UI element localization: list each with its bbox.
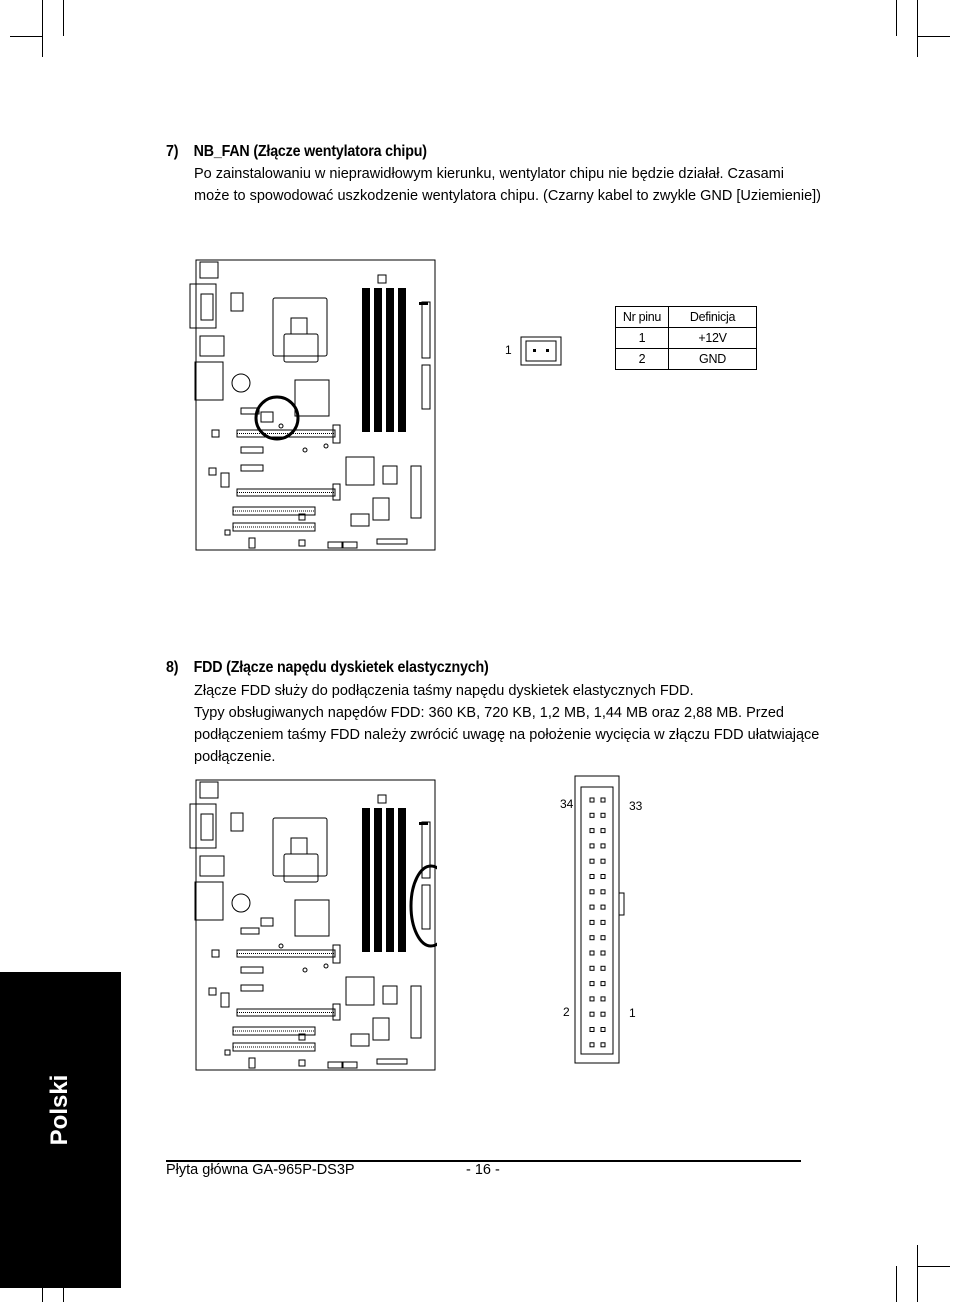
section-7-line: może to spowodować uszkodzenie wentylatora chipu. (Czarny kabel to zwykle GND [Uziemienie]) [194, 188, 821, 204]
table-row [616, 328, 757, 349]
fdd-pin [590, 1012, 594, 1016]
table-cell: +12V [669, 328, 757, 349]
section-7-heading [166, 143, 427, 161]
fdd-pin [601, 813, 605, 817]
section-7-line: Po zainstalowaniu w nieprawidłowym kierunku, wentylator chipu nie będzie działał. Czasami [194, 166, 784, 182]
fdd-pin [590, 890, 594, 894]
section-8-line: podłączeniem taśmy FDD należy zwrócić uwagę na położenie wycięcia w złączu FDD ułatwiające [194, 727, 820, 743]
fdd-pin [601, 982, 605, 986]
table-header-row [616, 307, 757, 328]
section-8-number: 8) [166, 659, 179, 676]
section-8-text [194, 680, 819, 768]
table-row [616, 349, 757, 370]
fdd-pin [601, 890, 605, 894]
fdd-pin [590, 920, 594, 924]
fdd-pin [601, 1043, 605, 1047]
fdd-pin [590, 905, 594, 909]
fdd-pin [590, 982, 594, 986]
connector-pin-1-label: 1 [505, 343, 512, 357]
fdd-pin [601, 829, 605, 833]
fdd-pin [601, 859, 605, 863]
language-tab-label: Polski [46, 1074, 73, 1146]
fdd-connector [574, 775, 626, 1065]
fdd-pin [601, 1012, 605, 1016]
section-8-line: podłączenie. [194, 749, 276, 765]
fdd-pin-33-label: 33 [629, 799, 643, 813]
fdd-pin [590, 1028, 594, 1032]
table-header-cell: Nr pinu [616, 307, 669, 328]
footer-product-name: Płyta główna GA-965P-DS3P [166, 1162, 355, 1178]
fdd-pin [601, 951, 605, 955]
section-8-title: FDD (Złącze napędu dyskietek elastycznych) [193, 659, 489, 676]
fdd-pin [590, 859, 594, 863]
motherboard-diagram-nbfan [185, 258, 437, 552]
section-8-heading [166, 659, 489, 677]
fdd-pin [601, 844, 605, 848]
section-7-title: NB_FAN (Złącze wentylatora chipu) [193, 143, 427, 160]
fdd-pin-1-label: 1 [629, 1006, 636, 1020]
highlight-circle [256, 397, 298, 439]
fdd-pin [601, 936, 605, 940]
fdd-pin-34-label: 34 [560, 797, 574, 811]
motherboard-diagram-fdd [185, 778, 437, 1072]
fdd-pin [601, 997, 605, 1001]
section-7-text [194, 163, 821, 207]
fdd-pin [601, 798, 605, 802]
section-8-line: Typy obsługiwanych napędów FDD: 360 KB, 720 KB, 1,2 MB, 1,44 MB oraz 2,88 MB. Przed [194, 705, 784, 721]
fdd-pin [590, 951, 594, 955]
fdd-pin [590, 798, 594, 802]
table-cell: 2 [616, 349, 669, 370]
table-cell: 1 [616, 328, 669, 349]
fdd-pin [590, 829, 594, 833]
footer-page-number: - 16 - [466, 1162, 500, 1178]
fdd-pin [590, 813, 594, 817]
fdd-pin [590, 875, 594, 879]
fdd-pin [590, 936, 594, 940]
fdd-pin [601, 875, 605, 879]
section-8-line: Złącze FDD służy do podłączenia taśmy napędu dyskietek elastycznych FDD. [194, 683, 694, 699]
fdd-pin [601, 905, 605, 909]
table-cell: GND [669, 349, 757, 370]
section-7-number: 7) [166, 143, 179, 160]
fdd-pin [590, 1043, 594, 1047]
pin-definition-table [615, 306, 757, 370]
fdd-pin [590, 966, 594, 970]
fdd-pin [590, 844, 594, 848]
table-header-cell: Definicja [689, 310, 736, 324]
fdd-pin [601, 920, 605, 924]
fdd-pin [601, 966, 605, 970]
fdd-pin [601, 1028, 605, 1032]
fdd-pin [590, 997, 594, 1001]
nb-fan-connector [520, 336, 562, 366]
fdd-pin-2-label: 2 [563, 1005, 570, 1019]
